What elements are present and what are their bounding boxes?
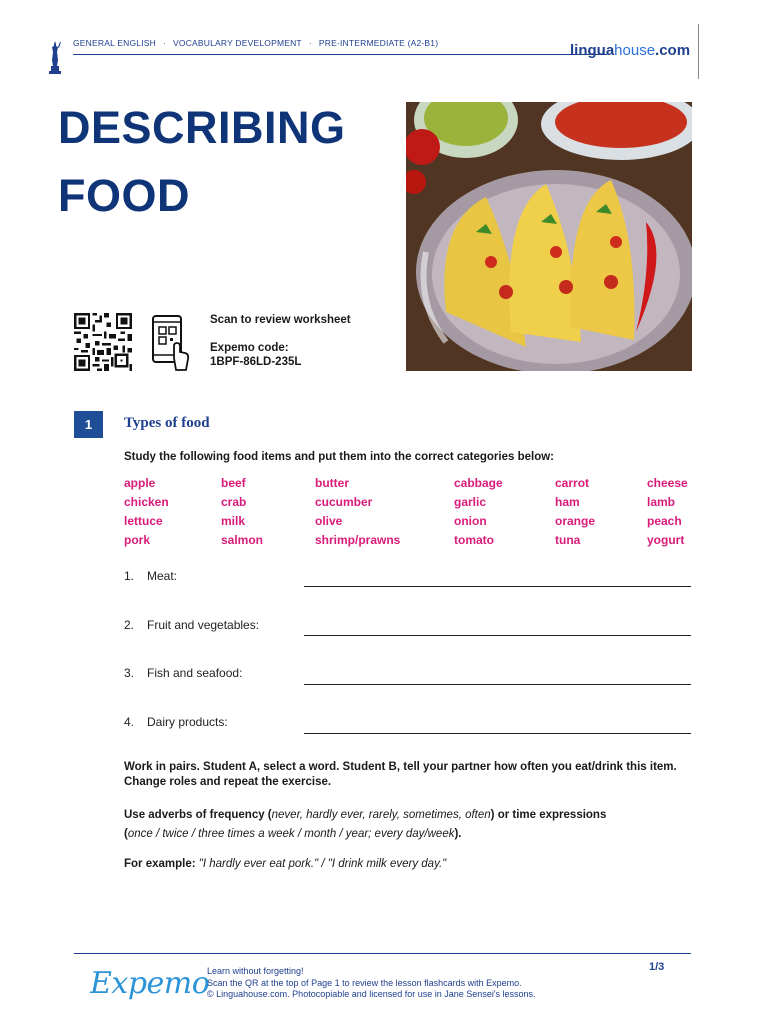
word: lettuce — [124, 514, 163, 528]
statue-of-liberty-icon — [48, 40, 62, 74]
header-rule — [73, 54, 607, 55]
instruction: Study the following food items and put them into the correct categories below: — [124, 451, 554, 463]
question-fruit-veg: 2. Fruit and vegetables: — [124, 618, 260, 632]
header-divider — [698, 24, 699, 79]
section-number: 1 — [74, 411, 103, 438]
adverbs-instruction: Use adverbs of frequency (never, hardly ever, rarely, sometimes, often) or time expressions (once / twice / three times a week / month / year; every day/week). — [124, 809, 607, 840]
word: ham — [555, 495, 580, 509]
word: milk — [221, 514, 246, 528]
word-row — [124, 533, 704, 552]
word: beef — [221, 476, 246, 490]
scan-info — [210, 313, 351, 383]
word: cucumber — [315, 495, 373, 509]
breadcrumb-grade: PRE-INTERMEDIATE (A2-B1) — [318, 38, 439, 48]
page-title: DESCRIBING FOOD — [58, 102, 346, 221]
word-row — [124, 514, 704, 533]
word-bank — [124, 476, 704, 552]
answer-line-fruit-veg[interactable] — [304, 635, 691, 636]
word: pork — [124, 533, 151, 547]
scan-phone-icon — [150, 314, 192, 372]
word: apple — [124, 476, 156, 490]
page-header — [48, 36, 708, 82]
question-dairy: 4. Dairy products: — [124, 715, 228, 729]
linguahouse-logo: linguahouse.com — [570, 42, 691, 59]
word: orange — [555, 514, 596, 528]
example: For example: "I hardly ever eat pork." / "I drink milk every day." — [124, 858, 447, 870]
word: peach — [647, 514, 682, 528]
word: carrot — [555, 476, 590, 490]
word-row — [124, 476, 704, 495]
expemo-code: 1BPF-86LD-235L — [210, 356, 302, 368]
word: butter — [315, 476, 349, 490]
qr-code[interactable] — [73, 313, 133, 371]
expemo-logo: Expemo — [90, 966, 210, 1001]
answer-line-fish-seafood[interactable] — [304, 684, 691, 685]
answer-line-meat[interactable] — [304, 586, 691, 587]
page-number: 1/3 — [649, 961, 665, 973]
word: shrimp/prawns — [315, 533, 401, 547]
word: tomato — [454, 533, 494, 547]
word: onion — [454, 514, 487, 528]
breadcrumb-topic: VOCABULARY DEVELOPMENT — [173, 38, 302, 48]
word: lamb — [647, 495, 676, 509]
word: olive — [315, 514, 343, 528]
breadcrumb: GENERAL ENGLISH · VOCABULARY DEVELOPMENT · PRE-INTERMEDIATE (A2-B1) — [73, 38, 439, 48]
word: tuna — [555, 533, 581, 547]
footer-rule — [74, 953, 691, 954]
scan-label: Scan to review worksheet — [210, 314, 351, 326]
expemo-code-label: Expemo code: — [210, 342, 289, 354]
word: cheese — [647, 476, 688, 490]
section-title: Types of food — [124, 415, 210, 431]
word: crab — [221, 495, 247, 509]
word-row — [124, 495, 704, 514]
answer-line-dairy[interactable] — [304, 733, 691, 734]
word: salmon — [221, 533, 264, 547]
question-fish-seafood: 3. Fish and seafood: — [124, 666, 243, 680]
word: yogurt — [647, 533, 685, 547]
breadcrumb-level: GENERAL ENGLISH — [73, 38, 156, 48]
word: cabbage — [454, 476, 503, 490]
word: garlic — [454, 495, 487, 509]
footer-text: Learn without forgetting! Scan the QR at the top of Page 1 to review the lesson flashcards with Expemo. © Linguahouse.com. Photocopiable and licensed for use in Jane Sensei's lessons. — [207, 966, 536, 999]
tacos-photo — [406, 102, 692, 371]
word: chicken — [124, 495, 169, 509]
pair-work-instruction: Work in pairs. Student A, select a word. Student B, tell your partner how often you eat/drink this item. Change roles and repeat the exercise. — [124, 761, 677, 788]
question-meat: 1. Meat: — [124, 569, 178, 583]
